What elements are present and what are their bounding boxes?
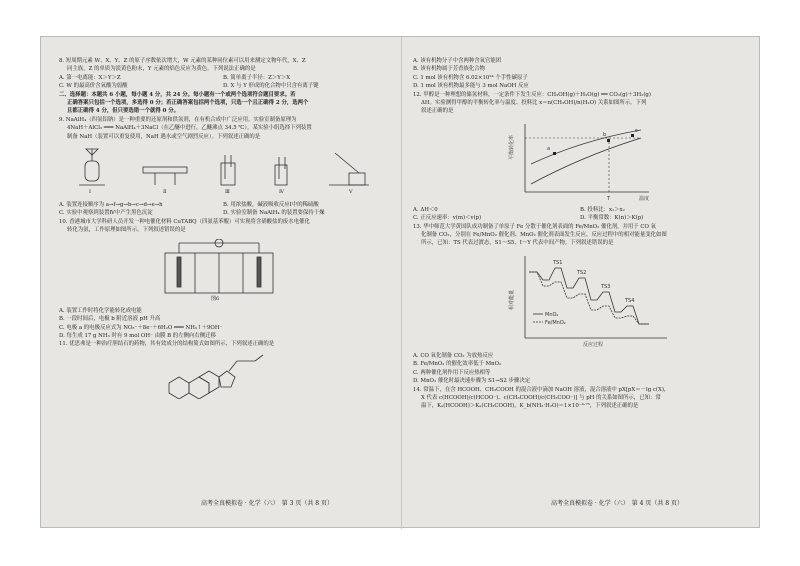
section2-line-1: 二、选择题：本题共 6 小题，每小题 4 分，共 24 分。每小题有一个或两个选项符合题目要求。若 [59, 91, 296, 98]
q8-option-b: B. 简单离子半径：Z＞Y＞X [223, 74, 291, 81]
q9-options-row1 [59, 201, 387, 209]
q9-stem-2: 4NaH＋AlCl₃ ═══ NaAlH₄＋3NaCl（在乙醚中进行，乙醚沸点 34.5 ℃）。某实验小组选择下列装置 [67, 125, 312, 132]
q9-stem-3: 制备 NaH（装置可以重复使用，NaH 遇水或空气剧烈反应）。下列叙述正确的是 [67, 133, 261, 140]
q12-options-row1 [413, 206, 747, 214]
q10-fig-caption: 图6 [211, 295, 220, 302]
energy-profile-graph [413, 252, 733, 348]
q12-y-label: 平衡转化率 [509, 134, 515, 160]
q11-structure-figure [59, 353, 387, 399]
q11-stem: 11. 优思弗是一种治疗胆结石的药物，其有效成分的结构简式如图所示，下列叙述正确的是 [59, 341, 275, 348]
fig-label-2: Ⅱ [163, 189, 167, 196]
q10-option-b: B. 一段时间后，电极 b 附近溶液 pH 升高 [59, 316, 161, 323]
q13-legend-mno2: MnO₂ [545, 311, 559, 318]
exam-sheet [40, 36, 760, 528]
q12-option-a: A. ΔH＜0 [413, 206, 438, 213]
q9-stem-1: 9. NaAlH₄（四氢铝钠）是一种重要的还原剂和供氢剂，在有机合成中广泛应用。实验室制备原理为 [59, 116, 297, 123]
fig-label-4: Ⅳ [279, 189, 284, 196]
q13-stem-2: 化制备 CO₂，分别在 Fe/MnO₂ 催化剂、MnO₂ 催化剂表面发生反应，反应过程中的相对能量变化如图 [421, 232, 667, 239]
right-page-footer: 高考全真模拟卷 · 化学（六） 第 4 页（共 8 页） [551, 500, 683, 507]
q13-ts1: TS1 [553, 259, 563, 266]
q10-stem-2: 转化为氨，工作原理如图所示。下列叙述错误的是 [67, 227, 186, 234]
section2-line-2: 正确答案只包括一个选项，多选得 0 分；若正确答案包括两个选项，只选一个且正确得 2 分，选两个 [67, 100, 309, 107]
q12-stem-1: 12. 甲醇是一种理想的储氢材料，一定条件下发生反应：CH₃OH(g)＋H₂O(g) ══ CO₂(g)＋3H₂(g) [413, 91, 651, 98]
q10-option-a: A. 装置工作时将化学能转化成电能 [59, 307, 142, 314]
q13-option-d: D. MnO₂ 催化时最决速步骤为 S1→S2 步骤决定 [413, 378, 531, 385]
q8-option-a: A. 第一电离能：X＞Y＞Z [59, 74, 121, 81]
q8-stem-2: 同主族，Z 的单质为淡黄色粉末，Y 元素的焰色反应为黄色。下列说法正确的是 [67, 66, 256, 73]
q13-legend-femno2: Fe/MnO₂ [545, 319, 566, 326]
q9-option-c: C. 实验中观察到装置Ⅳ中产生黑色沉淀 [59, 210, 153, 217]
q10-stem-1: 10. 香港城市大学科研人员开发一种电催化材料 CuTABQ（四氨基苯醌）可实现将含硝酸盐的废水电催化 [59, 218, 310, 225]
q8-option-d: D. X 与 Y 形成的化合物中只含有离子键 [223, 83, 319, 90]
fig-label-5: Ⅴ [349, 189, 353, 196]
q8-stem-1: 8. 短周期元素 W、X、Y、Z 的原子序数依次增大，W 元素的某种同位素可以用来测定文物年代，X、Z [59, 58, 306, 64]
q14-stem-1: 14. 常温下，在含 HCOOH、CH₃COOH 的混合液中滴加 NaOH 溶液，混合溶液中 pX[pX＝－lg c(X)， [413, 386, 670, 393]
q11-option-d: D. 1 mol 该有机物最多能与 3 mol NaOH 反应 [413, 83, 529, 90]
q13-option-b: B. Fe/MnO₂ 的催化效率低于 MnO₂ [413, 361, 502, 368]
q14-stem-2: X 代表 c(HCOOH)/c(HCOO⁻)、c(CH₃COOH)/c(CH₃COO⁻)] 与 pH 的关系如图所示，已知：常 [421, 394, 661, 401]
q11-option-a: A. 该有机物分子中含两种含氧官能团 [413, 58, 502, 64]
steroid-structure-icon [59, 353, 379, 399]
q11-option-c: C. 1 mol 该有机物含 6.02×10²⁴ 个手性碳原子 [413, 74, 528, 81]
section2-line-3: 且都正确得 4 分，但只要选错一个就得 0 分。 [67, 108, 180, 115]
fig-label-3: Ⅲ [225, 189, 230, 196]
q12-graph [413, 120, 747, 202]
q14-stem-3: 温下，Kₐ(HCOOH)＞Kₐ(CH₃COOH)，K_b(NH₃·H₂O)＝1×10⁻⁴·⁷⁵，下列叙述正确的是 [421, 403, 639, 410]
q9-apparatus-figure [59, 145, 387, 197]
q9-option-d: D. 实验室制备 NaAlH₄ 的装置要保持干燥 [223, 210, 325, 217]
q8-options-row2 [59, 82, 387, 90]
q10-cell-figure [59, 239, 387, 303]
q12-option-d: D. 平衡常数：K(n)＞K(p) [580, 215, 644, 222]
q9-option-a: A. 装置连接顺序为 a→f→g→b→c→d→e→h [59, 202, 163, 209]
q12-x-label: 温度 [639, 195, 650, 202]
q13-stem-3: 所示，已知：TS 代表过渡态，S1～S5、I～Y 代表中间产物。下列叙述错误的是 [421, 240, 614, 247]
q13-energy-graph [413, 252, 747, 348]
q12-options-row2 [413, 214, 747, 222]
q12-tick-t: T [607, 195, 611, 202]
conversion-graph [413, 120, 733, 202]
q12-point-b: b [603, 131, 607, 138]
lab-apparatus-icon [59, 145, 379, 197]
q10-option-c: C. 电极 a 的电极反应式为 NO₃⁻＋8e⁻＋6H₂O ═══ NH₃↑＋9OH⁻ [59, 324, 223, 331]
q13-option-a: A. CO 氧化制备 CO₂ 为放热反应 [413, 352, 494, 359]
q8-options-row1 [59, 74, 387, 82]
q13-x-label: 反应过程 [583, 341, 604, 348]
q9-options-row2 [59, 209, 387, 217]
q12-point-c: c [635, 127, 638, 134]
q10-option-d: D. 每生成 17 g NH₃ 时有 9 mol OH⁻ 由膜 B 的左侧向右侧迁移 [59, 332, 216, 339]
q8-option-c: C. W 的最高价含氧酸为弱酸 [59, 83, 128, 90]
q9-option-b: B. 用浓盐酸，碱液吸收反应Ⅰ中的稀硫酸 [223, 202, 319, 209]
q12-stem-2: ΔH。实验测得甲醇的平衡转化率与温度、投料比 x＝n(CH₃OH)/n(H₂O) 关系如图所示。下列 [421, 100, 647, 107]
q13-y-label: 相对能量 [509, 289, 515, 310]
right-page [401, 37, 761, 529]
q13-option-c: C. 两种催化剂作用下反应热相等 [413, 369, 491, 376]
q13-ts3: TS3 [601, 283, 611, 290]
left-page [41, 37, 401, 529]
q13-stem-1: 13. 华中师范大学黄国队成功制备了单原子 Fe 分散于催化剂表面的 Fe/MnO₂ 催化剂，并用于 CO 氧 [413, 223, 657, 230]
q12-option-c: C. 正反应速率：v(m)＜v(p) [413, 215, 482, 222]
q13-ts4: TS4 [625, 297, 635, 304]
electrolysis-cell-icon [59, 239, 379, 303]
q11-option-b: B. 该有机物属于芳香族化合物 [413, 66, 486, 73]
fig-label-1: Ⅰ [89, 189, 91, 196]
q13-ts2: TS2 [577, 269, 587, 276]
q12-point-a: a [547, 145, 551, 152]
q12-option-b: B. 投料比：x₁＞x₂ [580, 206, 625, 213]
q12-stem-3: 叙述正确的是 [421, 108, 454, 115]
left-page-footer: 高考全真模拟卷 · 化学（六） 第 3 页（共 8 页） [201, 500, 333, 507]
